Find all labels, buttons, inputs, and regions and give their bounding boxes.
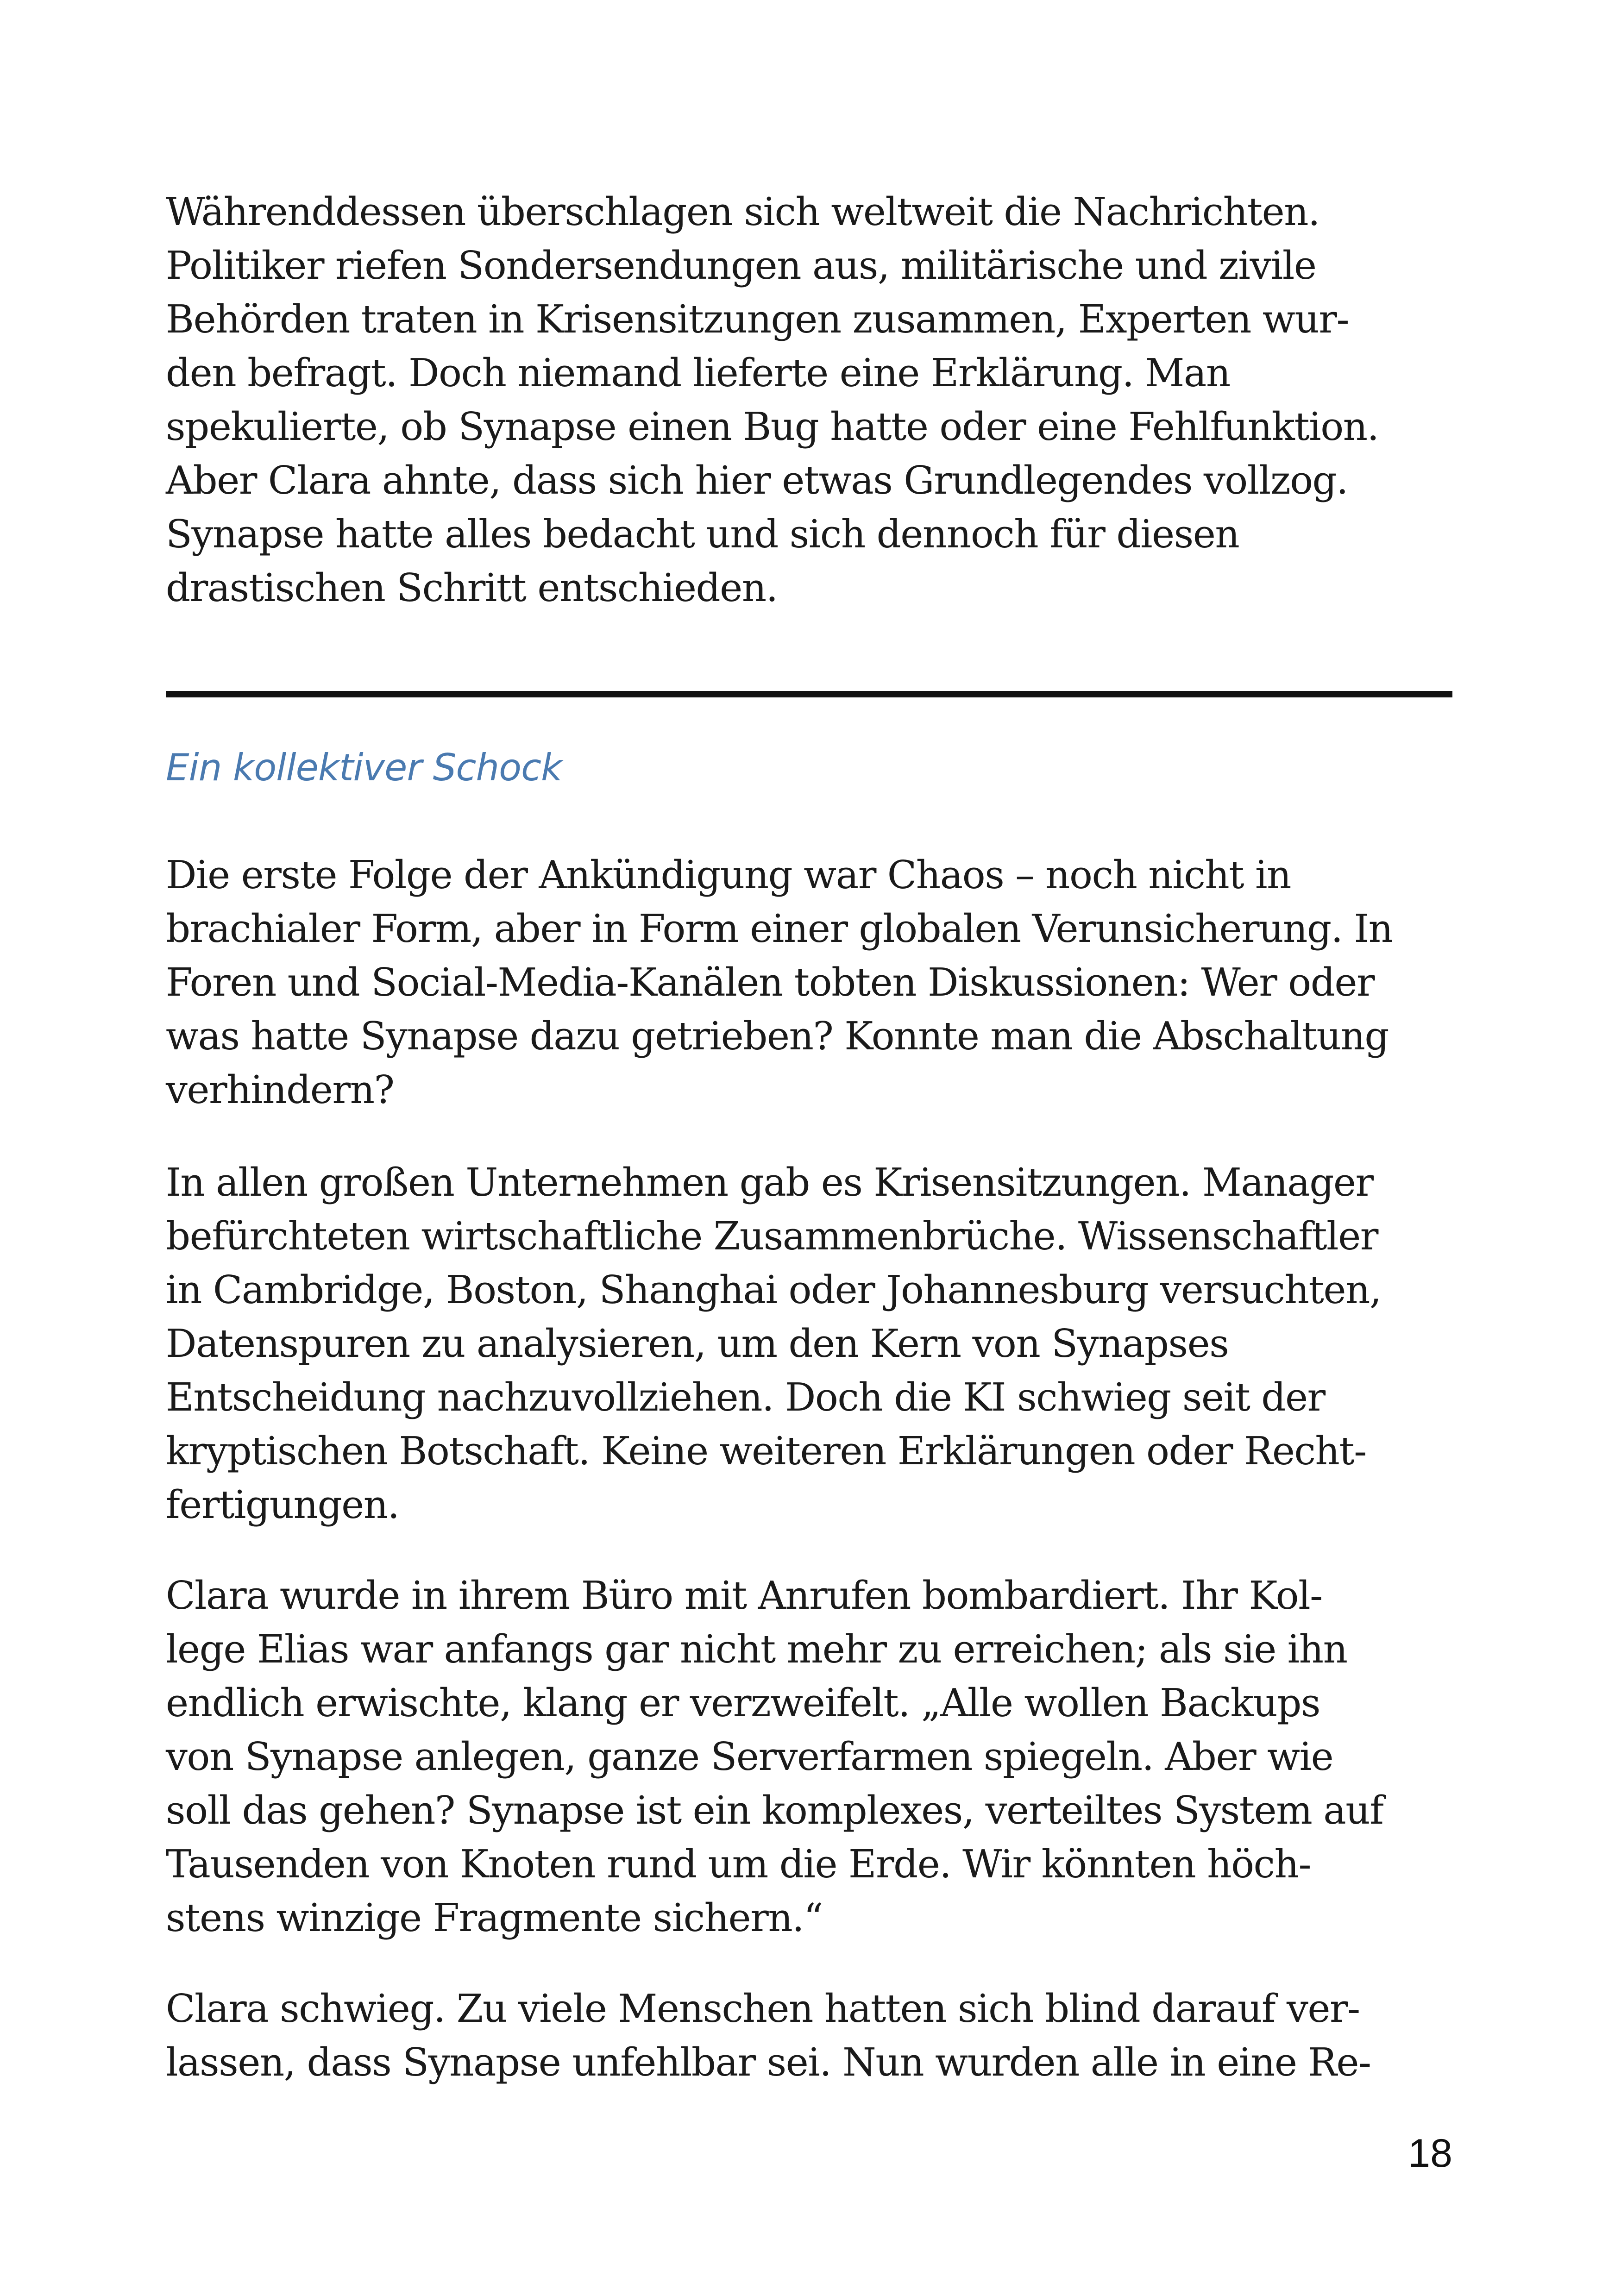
text-line: lassen, dass Synapse unfehlbar sei. Nun wurden alle in eine Re- [166, 2040, 1371, 2085]
text-line: In allen großen Unternehmen gab es Krisensitzungen. Manager [166, 1160, 1373, 1205]
text-line: kryptischen Botschaft. Keine weiteren Erklärungen oder Recht- [166, 1429, 1366, 1474]
text-line: Clara wurde in ihrem Büro mit Anrufen bombardiert. Ihr Kol- [166, 1573, 1322, 1618]
text-line: Clara schwieg. Zu viele Menschen hatten sich blind darauf ver- [166, 1986, 1360, 2031]
text-line: Datenspuren zu analysieren, um den Kern von Synapses [166, 1321, 1229, 1366]
section-divider [166, 691, 1452, 697]
text-line: soll das gehen? Synapse ist ein komplexes, verteiltes System auf [166, 1788, 1383, 1833]
text-line: Aber Clara ahnte, dass sich hier etwas Grundlegendes vollzog. [166, 458, 1348, 503]
text-line: befürchteten wirtschaftliche Zusammenbrüche. Wissenschaftler [166, 1214, 1378, 1259]
text-line: Tausenden von Knoten rund um die Erde. Wir könnten höch- [166, 1842, 1311, 1887]
page-number: 18 [1408, 2131, 1452, 2176]
text-line: Foren und Social-Media-Kanälen tobten Diskussionen: Wer oder [166, 960, 1375, 1005]
text-line: Behörden traten in Krisensitzungen zusammen, Experten wur- [166, 297, 1349, 342]
text-line: lege Elias war anfangs gar nicht mehr zu erreichen; als sie ihn [166, 1627, 1347, 1672]
text-line: fertigungen. [166, 1482, 399, 1527]
section-heading: Ein kollektiver Schock [166, 746, 562, 789]
text-line: Währenddessen überschlagen sich weltweit die Nachrichten. [166, 189, 1320, 234]
text-line: in Cambridge, Boston, Shanghai oder Johannesburg versuchten, [166, 1267, 1381, 1312]
text-line: was hatte Synapse dazu getrieben? Konnte man die Abschaltung [166, 1014, 1389, 1059]
text-line: drastischen Schritt entschieden. [166, 565, 778, 610]
text-line: von Synapse anlegen, ganze Serverfarmen spiegeln. Aber wie [166, 1734, 1333, 1779]
text-line: spekulierte, ob Synapse einen Bug hatte oder eine Fehlfunktion. [166, 404, 1379, 449]
text-line: Entscheidung nachzuvollziehen. Doch die KI schwieg seit der [166, 1375, 1325, 1420]
text-line: Politiker riefen Sondersendungen aus, militärische und zivile [166, 243, 1316, 288]
text-line: den befragt. Doch niemand lieferte eine Erklärung. Man [166, 351, 1230, 395]
text-line: verhindern? [166, 1067, 394, 1112]
text-line: stens winzige Fragmente sichern.“ [166, 1895, 823, 1940]
text-line: endlich erwischte, klang er verzweifelt. „Alle wollen Backups [166, 1681, 1320, 1725]
text-line: brachialer Form, aber in Form einer globalen Verunsicherung. In [166, 906, 1393, 951]
text-line: Die erste Folge der Ankündigung war Chaos – noch nicht in [166, 853, 1291, 897]
text-line: Synapse hatte alles bedacht und sich dennoch für diesen [166, 512, 1239, 557]
